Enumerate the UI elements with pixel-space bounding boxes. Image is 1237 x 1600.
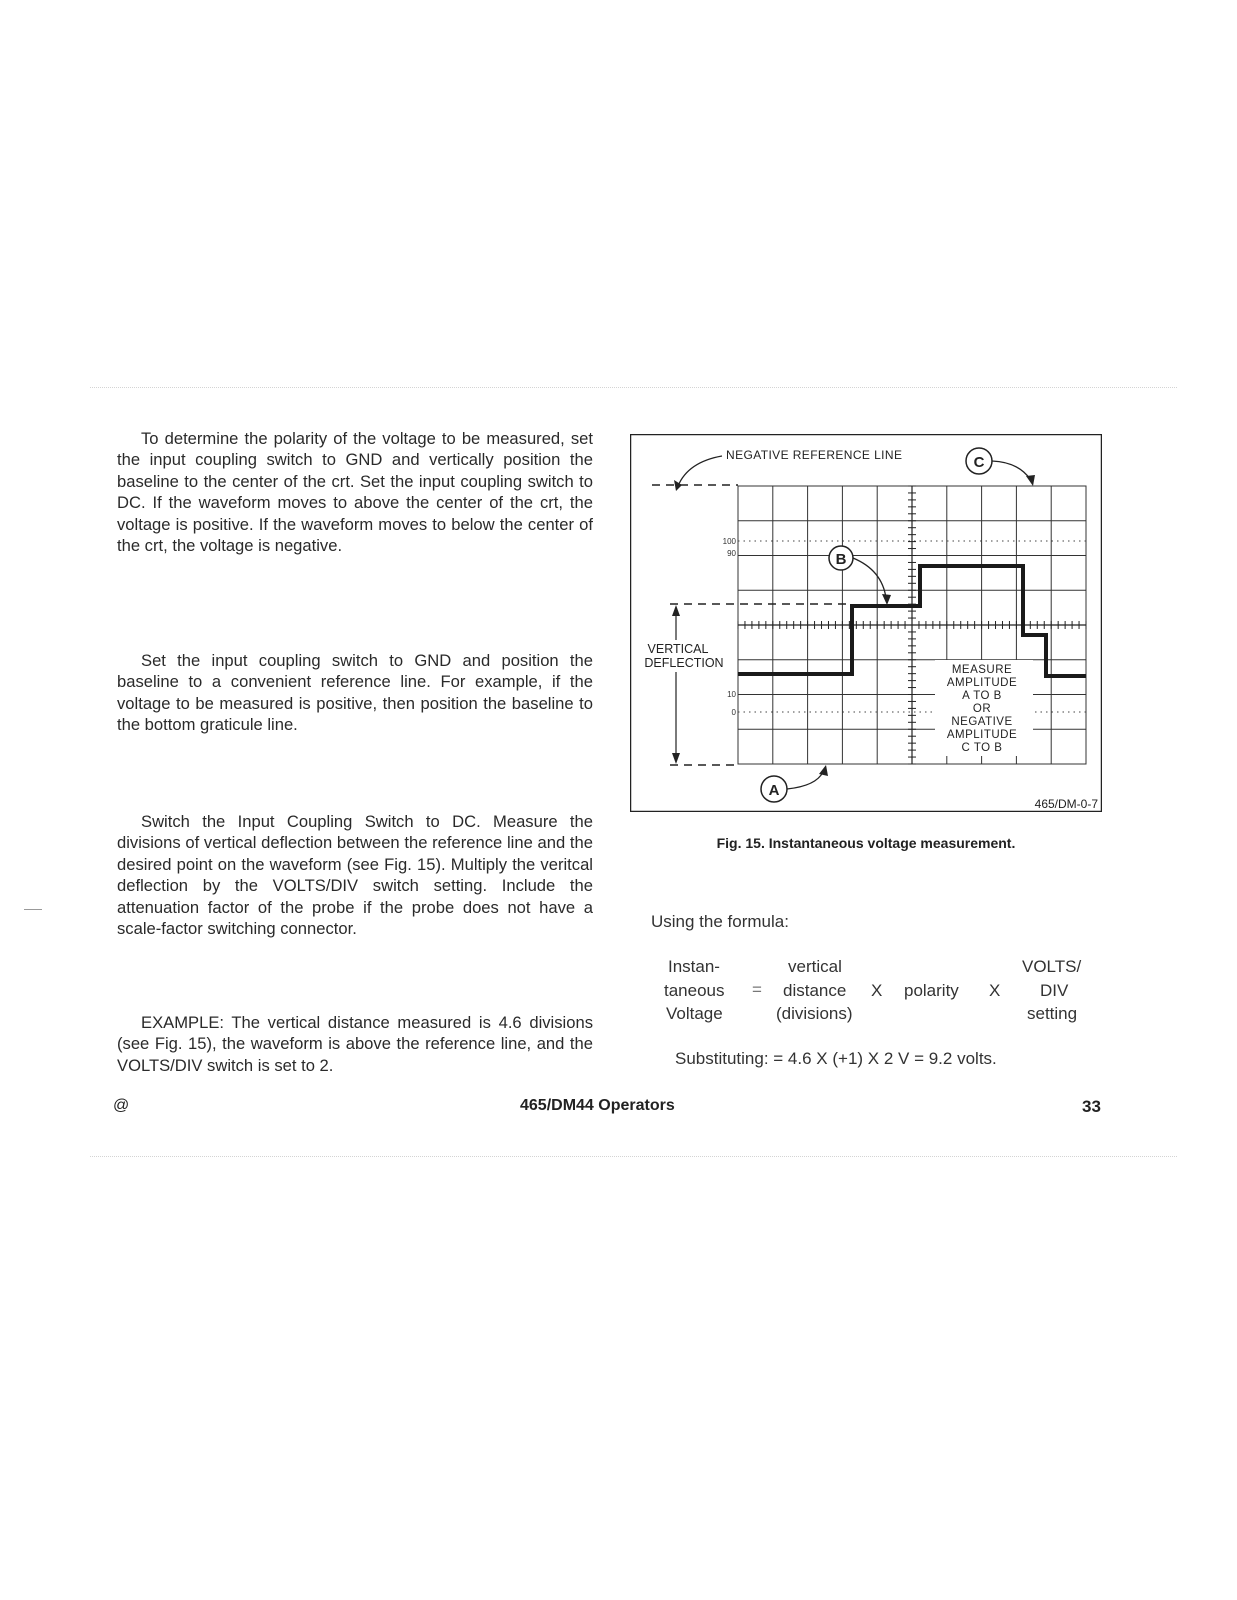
scan-dotted-line-top (90, 387, 1177, 388)
paragraph-measure: Switch the Input Coupling Switch to DC. Measure the divisions of vertical deflection between the reference line and the desired point on the waveform (see Fig. 15). Multiply the veritcal deflection by the VOLTS/DIV switch setting. Include the attenuation factor of the probe if the probe does not have a scale-factor switching connector. (117, 812, 593, 939)
formula-equals: = (752, 980, 762, 999)
measure-line: OR (972, 703, 992, 715)
deflection-label: DEFLECTION (644, 656, 724, 670)
tick-label-10: 10 (727, 690, 736, 699)
measure-line: C TO B (961, 742, 1003, 754)
formula-term-vertical-1: vertical (788, 957, 842, 976)
scan-dotted-line-bottom (90, 1156, 1177, 1157)
formula-term-polarity: polarity (904, 981, 959, 1000)
formula-times-1: X (871, 981, 883, 1000)
formula-term-volts-div-3: setting (1027, 1004, 1078, 1023)
formula-term-volts-div-1: VOLTS/ (1022, 957, 1082, 976)
paragraph-reference: Set the input coupling switch to GND and position the baseline to a convenient reference line. For example, if the voltage to be measured is positive, then position the baseline to the bottom graticule line. (117, 651, 593, 735)
vertical-label: VERTICAL (647, 642, 709, 656)
paragraph-polarity: To determine the polarity of the voltage to be measured, set the input coupling switch to GND and vertically position the baseline to the center of the crt. Set the input coupling switch to DC. If the waveform moves to above the center of the crt, the voltage is positive. If the waveform moves to below the center of the crt, the voltage is negative. (117, 429, 593, 556)
measure-line: NEGATIVE (951, 716, 1013, 728)
tick-label-90: 90 (727, 549, 736, 558)
callout-a-letter: A (768, 782, 780, 799)
tick-label-100: 100 (722, 537, 736, 546)
figure-15-diagram (630, 434, 1102, 812)
paragraph-example: EXAMPLE: The vertical distance measured is 4.6 divisions (see Fig. 15), the waveform is above the reference line, and the VOLTS/DIV switch is set to 2. (117, 1013, 593, 1075)
figure-id-label: 465/DM-0-7 (1034, 797, 1098, 811)
formula-term-instantaneous-2: taneous (664, 981, 725, 1000)
formula-term-instantaneous-1: Instan- (668, 957, 720, 976)
neg-ref-label: NEGATIVE REFERENCE LINE (726, 448, 903, 462)
formula-times-2: X (989, 981, 1001, 1000)
formula-term-volts-div-2: DIV (1040, 981, 1069, 1000)
formula-intro: Using the formula: (651, 912, 789, 931)
footer-title: 465/DM44 Operators (520, 1097, 675, 1114)
figure-caption: Fig. 15. Instantaneous voltage measurement. (716, 835, 1016, 851)
formula-term-instantaneous-3: Voltage (666, 1004, 723, 1023)
measure-line: MEASURE (951, 664, 1013, 676)
measure-line: AMPLITUDE (946, 729, 1018, 741)
tick-label-0: 0 (731, 708, 736, 717)
footer-symbol: @ (113, 1097, 130, 1114)
substitution-line: Substituting: = 4.6 X (+1) X 2 V = 9.2 volts. (675, 1049, 997, 1068)
measure-line: A TO B (962, 690, 1002, 702)
measure-line: AMPLITUDE (946, 677, 1018, 689)
formula-term-vertical-2: distance (783, 981, 847, 1000)
callout-c-letter: C (973, 454, 985, 471)
page-number: 33 (1082, 1097, 1101, 1116)
callout-b-letter: B (835, 551, 847, 568)
vertical-axis-ticks (908, 486, 916, 764)
margin-mark (24, 909, 42, 910)
formula-term-vertical-3: (divisions) (776, 1004, 853, 1023)
